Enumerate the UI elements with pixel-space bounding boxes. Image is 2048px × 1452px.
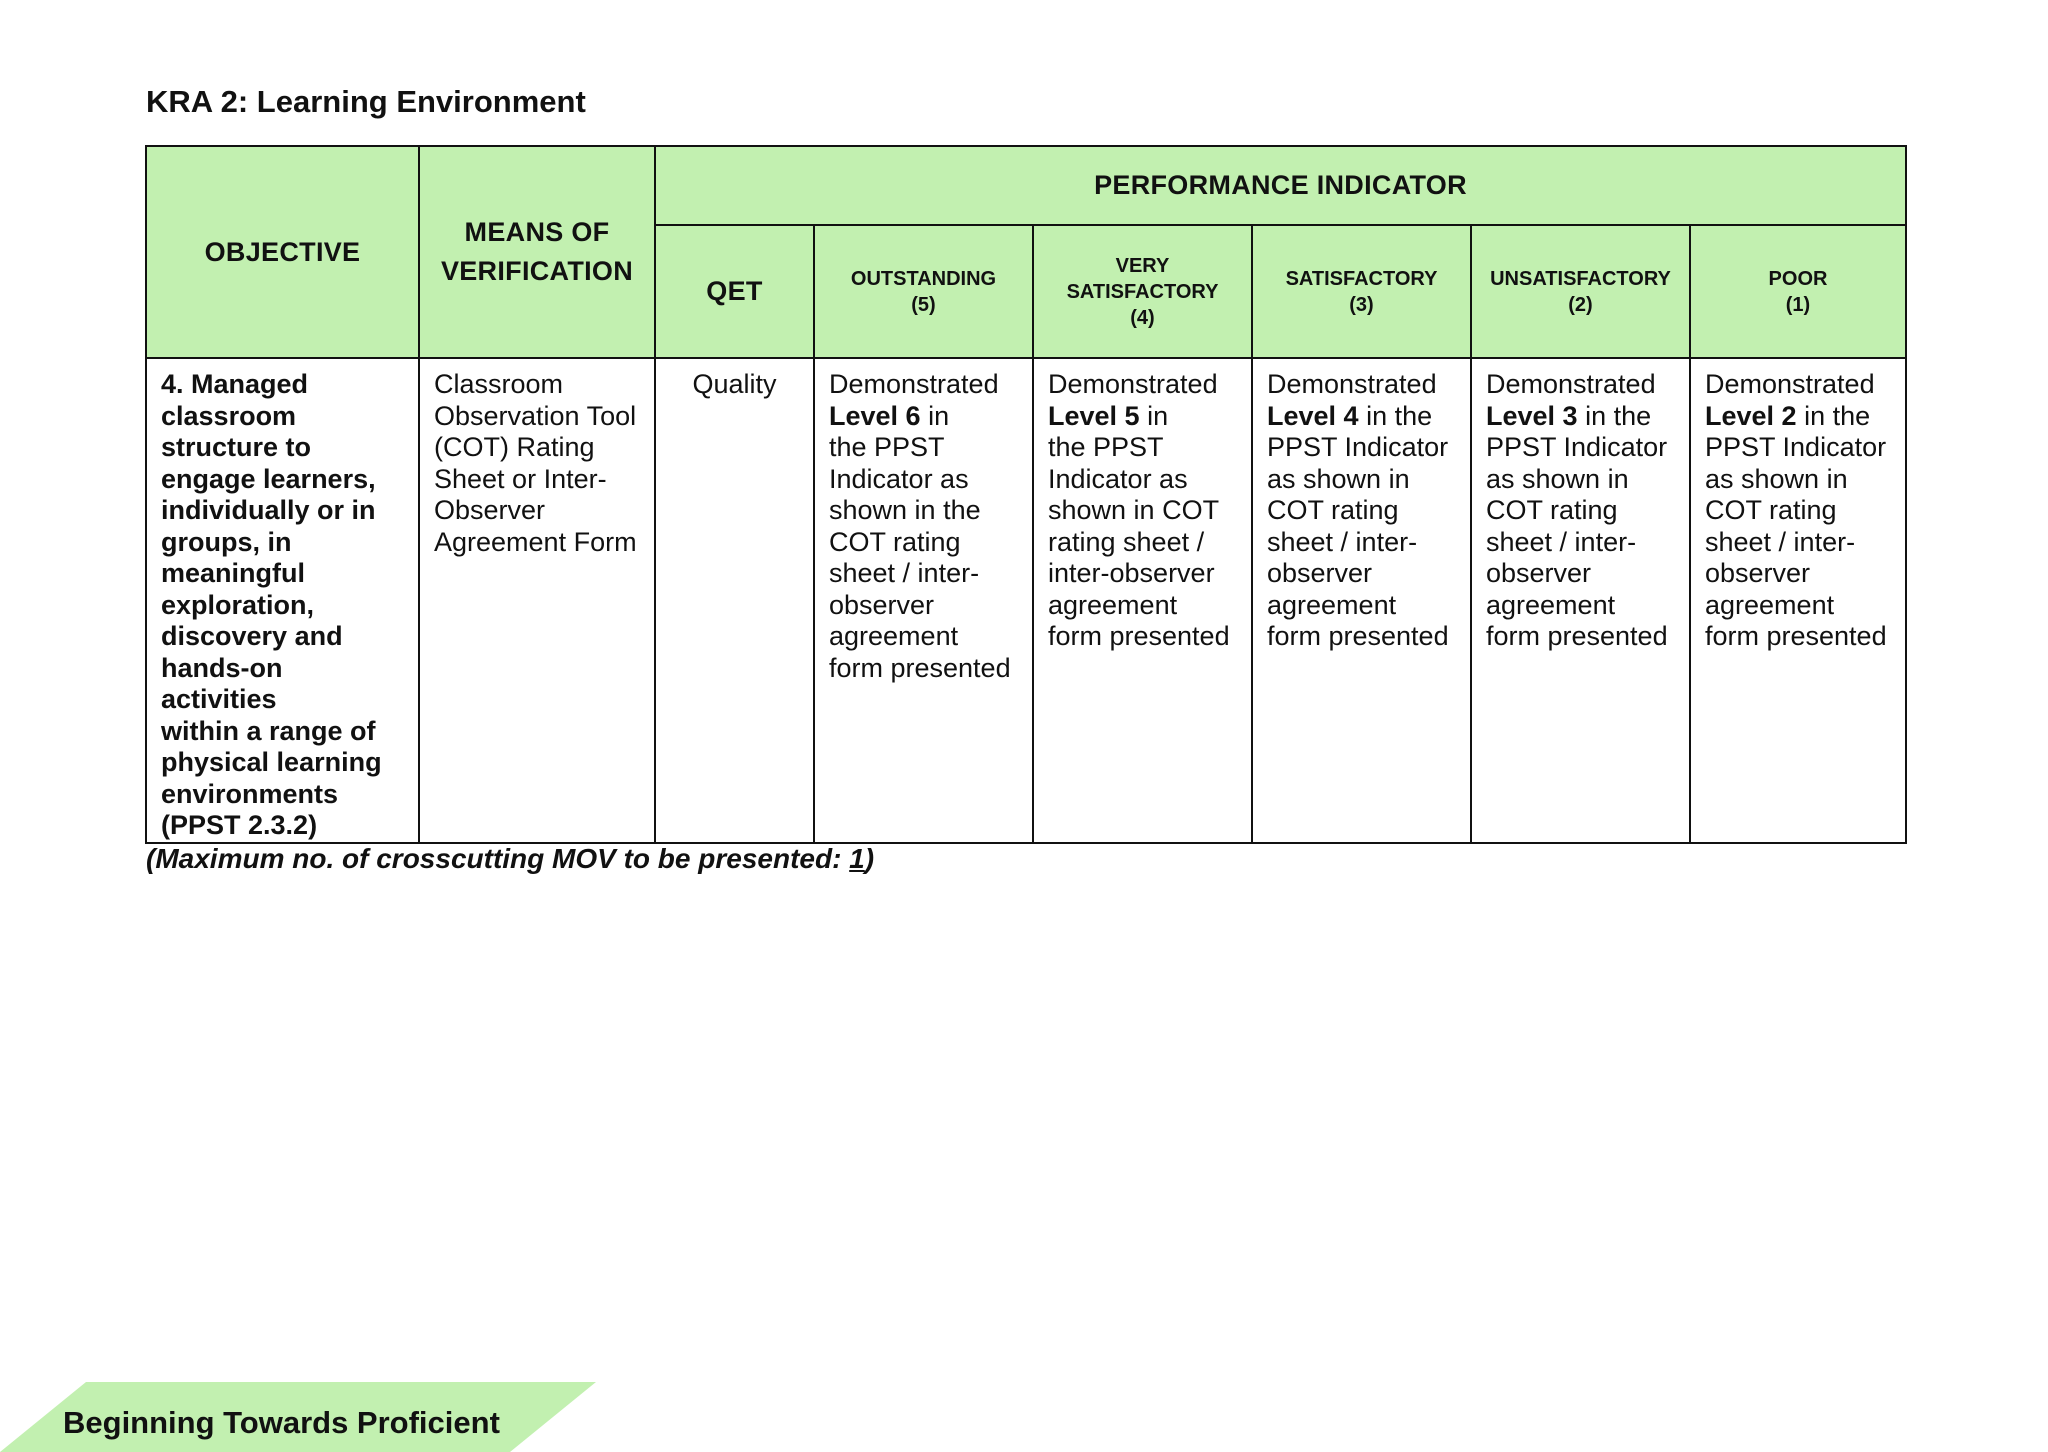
header-level-poor [1690,225,1906,358]
objective-line: environments [161,778,339,809]
objective-line: (PPST 2.3.2) [161,810,318,840]
level-desc-line: as shown in [1486,463,1629,494]
header-level-satisfactory [1252,225,1471,358]
level-desc-line: as shown in [1705,463,1848,494]
level-desc-line: sheet / inter- [1267,526,1418,557]
level-desc-line: form presented [1267,621,1449,651]
level-label: VERY [1115,254,1170,277]
level-desc-line: sheet / inter- [1486,526,1637,557]
level-desc-line: agreement [1486,589,1616,620]
level-desc-line: shown in COT [1048,495,1220,525]
objective-line: 4. Managed [161,369,309,399]
level-label: POOR [1768,267,1828,290]
level-value: Level 4 [1267,400,1359,431]
level-desc-line: observer [1267,558,1373,588]
level-value: Level 5 [1048,400,1140,431]
level-label: SATISFACTORY [1285,267,1438,290]
level-value: Level 3 [1486,400,1578,431]
level-unsatisfactory-cell [1471,358,1690,843]
level-desc-line: in the [1577,400,1652,431]
level-desc-line: agreement [1267,589,1397,620]
header-performance-indicator: PERFORMANCE INDICATOR [655,146,1906,225]
level-desc-line: Demonstrated [1048,369,1218,399]
footer-label: Beginning Towards Proficient [63,1405,500,1440]
mov-line: Classroom [434,369,564,399]
objective-cell [146,358,419,843]
level-desc-line: shown in the [829,495,981,525]
mov-line: (COT) Rating [434,432,595,462]
level-desc-line: PPST Indicator [1267,432,1449,462]
level-score: (2) [1568,293,1593,316]
level-desc-line: the PPST [1048,432,1164,462]
header-mov-line: VERIFICATION [440,256,634,286]
level-desc-line: COT rating [829,526,961,557]
header-objective: OBJECTIVE [146,146,419,358]
level-desc-line: Demonstrated [1486,369,1656,399]
level-desc-line: agreement [829,621,959,651]
level-desc-line: observer [1705,558,1811,588]
objective-line: classroom [161,400,297,431]
level-desc-line: Demonstrated [829,369,999,399]
means-of-verification-cell [419,358,655,843]
level-desc-line: form presented [1705,621,1887,651]
table-row [146,358,1906,843]
level-desc-line: in [1139,400,1169,431]
level-desc-line: COT rating [1486,495,1618,525]
level-desc-line: PPST Indicator [1705,432,1887,462]
objective-line: engage learners, [161,463,376,494]
level-desc-line: in the [1796,400,1871,431]
objective-line: groups, in [161,526,292,557]
mov-line: Observer [434,495,546,525]
page-title: KRA 2: Learning Environment [146,84,586,119]
level-value: Level 6 [829,400,921,431]
level-very-satisfactory-cell [1033,358,1252,843]
level-desc-line: rating sheet / [1048,526,1205,557]
objective-line: discovery and [161,621,343,651]
level-desc-line: agreement [1705,589,1835,620]
mov-note [146,843,874,875]
header-level-outstanding [814,225,1033,358]
level-score: (1) [1785,293,1811,316]
header-qet: QET [655,225,814,358]
level-desc-line: COT rating [1267,495,1399,525]
level-desc-line: sheet / inter- [829,558,980,588]
level-desc-line: Demonstrated [1705,369,1875,399]
level-label: UNSATISFACTORY [1490,267,1671,290]
kra-table [145,145,1907,844]
level-desc-line: observer [829,589,935,620]
objective-line: exploration, [161,589,315,620]
level-desc-line: COT rating [1705,495,1837,525]
level-desc-line: inter-observer [1048,558,1215,588]
objective-line: meaningful [161,558,306,588]
level-label: OUTSTANDING [850,267,997,290]
level-desc-line: Demonstrated [1267,369,1437,399]
level-desc-line: the PPST [829,432,945,462]
level-score: (3) [1349,293,1374,316]
level-desc-line: sheet / inter- [1705,526,1856,557]
level-desc-line: in [920,400,950,431]
header-mov-line: MEANS OF [464,217,610,247]
objective-line: individually or in [161,495,376,525]
header-level-very-satisfactory [1033,225,1252,358]
level-desc-line: in the [1358,400,1433,431]
level-poor-cell [1690,358,1906,843]
mov-line: Observation Tool [434,400,637,431]
level-outstanding-cell [814,358,1033,843]
qet-cell: Quality [655,358,814,843]
objective-line: physical learning [161,747,382,777]
header-means-of-verification [419,146,655,358]
level-desc-line: form presented [829,652,1011,683]
mov-line: Agreement Form [434,526,637,557]
mov-line: Sheet or Inter- [434,463,607,494]
objective-line: structure to [161,432,312,462]
mov-note-prefix: (Maximum no. of crosscutting MOV to be presented: [146,843,850,874]
level-satisfactory-cell [1252,358,1471,843]
level-value: Level 2 [1705,400,1797,431]
level-desc-line: observer [1486,558,1592,588]
objective-line: hands-on activities [161,652,283,714]
level-score: (5) [911,293,936,316]
header-level-unsatisfactory [1471,225,1690,358]
level-desc-line: as shown in [1267,463,1410,494]
level-desc-line: form presented [1486,621,1668,651]
level-desc-line: PPST Indicator [1486,432,1668,462]
mov-note-suffix: ) [864,843,875,874]
level-desc-line: agreement [1048,589,1178,620]
level-desc-line: form presented [1048,621,1230,651]
level-score: (4) [1130,306,1155,329]
mov-note-value: 1 [849,843,865,874]
objective-line: within a range of [161,715,376,746]
level-label: SATISFACTORY [1066,280,1219,303]
level-desc-line: Indicator as [829,463,969,494]
level-desc-line: Indicator as [1048,463,1188,494]
